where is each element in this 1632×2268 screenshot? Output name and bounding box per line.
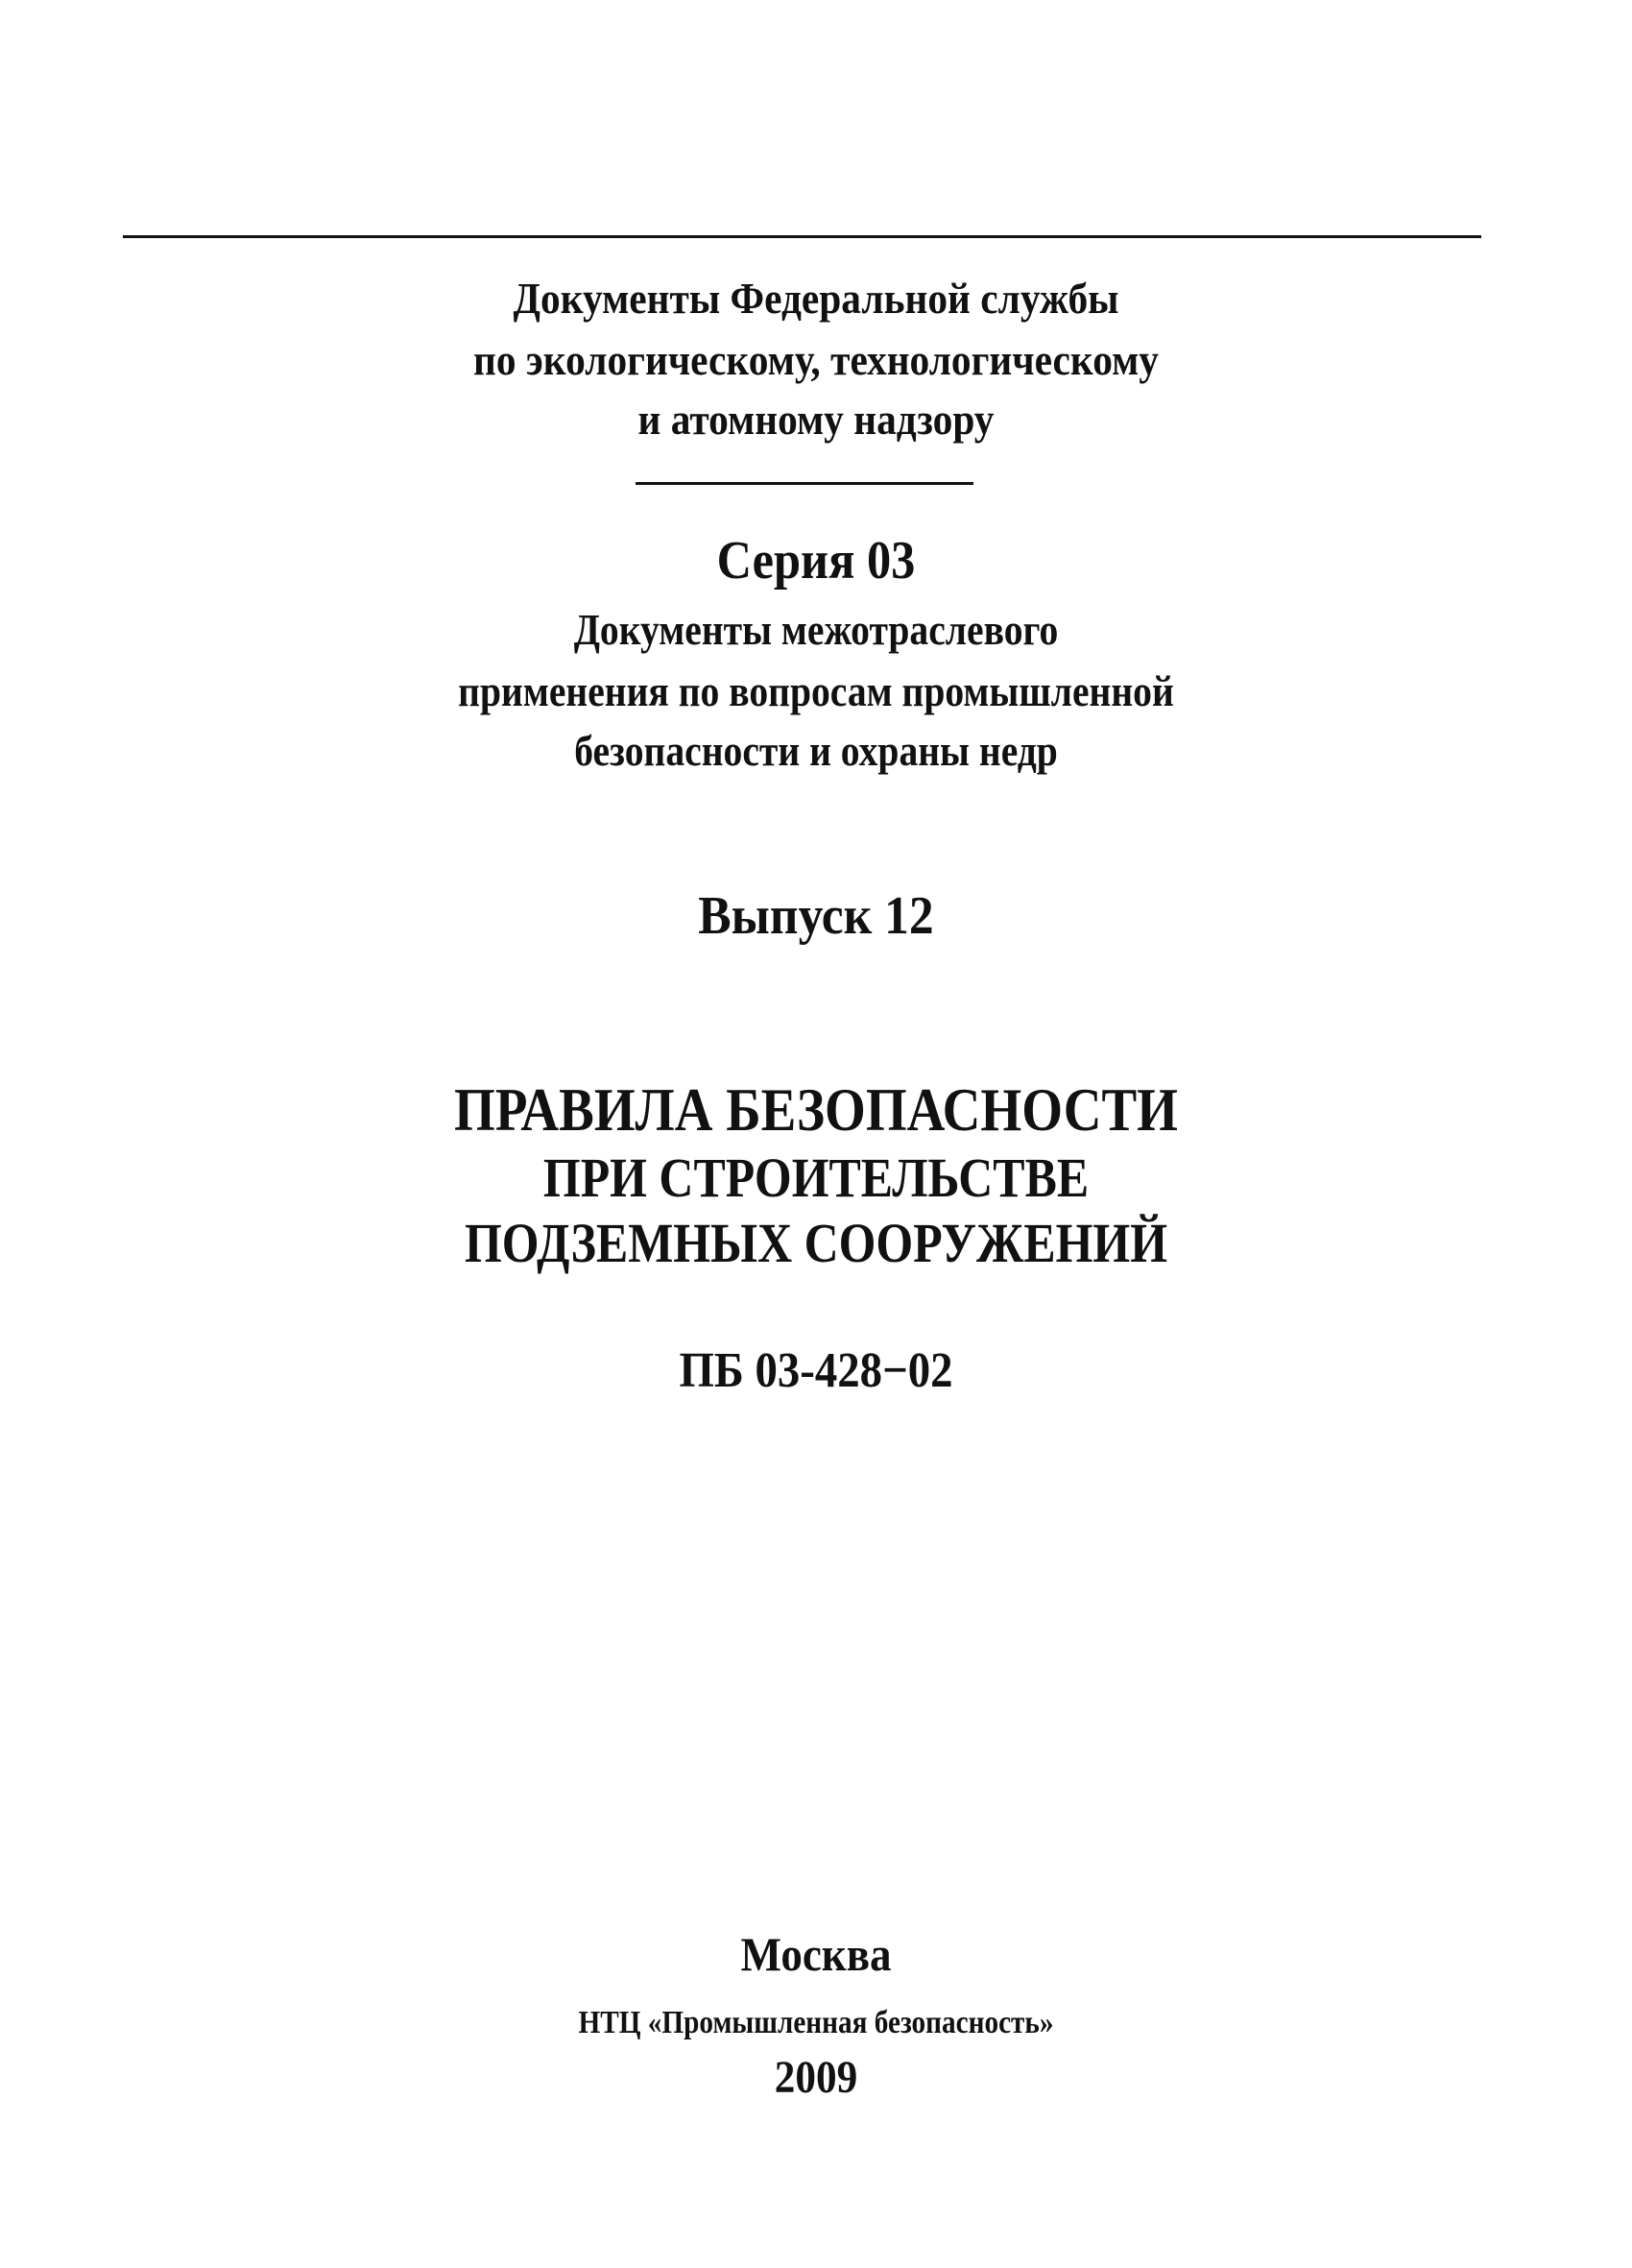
document-title-line-2: ПРИ СТРОИТЕЛЬСТВЕ xyxy=(542,1146,1090,1209)
imprint-city: Москва xyxy=(740,1927,892,1981)
header-divider xyxy=(636,482,973,485)
document-code: ПБ 03-428−02 xyxy=(679,1343,953,1398)
series-title: Серия 03 xyxy=(716,531,916,591)
series-description-line-1: Документы межотраслевого xyxy=(573,606,1059,654)
issue-label: Выпуск 12 xyxy=(698,886,934,946)
imprint-publisher: НТЦ «Промышленная безопасность» xyxy=(578,2005,1054,2040)
series-description-line-3: безопасности и охраны недр xyxy=(574,727,1058,775)
agency-line-3: и атомному надзору xyxy=(637,395,995,444)
imprint-year: 2009 xyxy=(774,2052,858,2103)
series-description-line-2: применения по вопросам промышленной xyxy=(458,667,1174,715)
document-title-line-3: ПОДЗЕМНЫХ СООРУЖЕНИЙ xyxy=(464,1212,1168,1274)
document-title-line-1: ПРАВИЛА БЕЗОПАСНОСТИ xyxy=(454,1075,1178,1144)
agency-line-1: Документы Федеральной службы xyxy=(513,274,1119,323)
top-divider xyxy=(123,235,1481,238)
agency-line-2: по экологическому, технологическому xyxy=(472,335,1160,384)
